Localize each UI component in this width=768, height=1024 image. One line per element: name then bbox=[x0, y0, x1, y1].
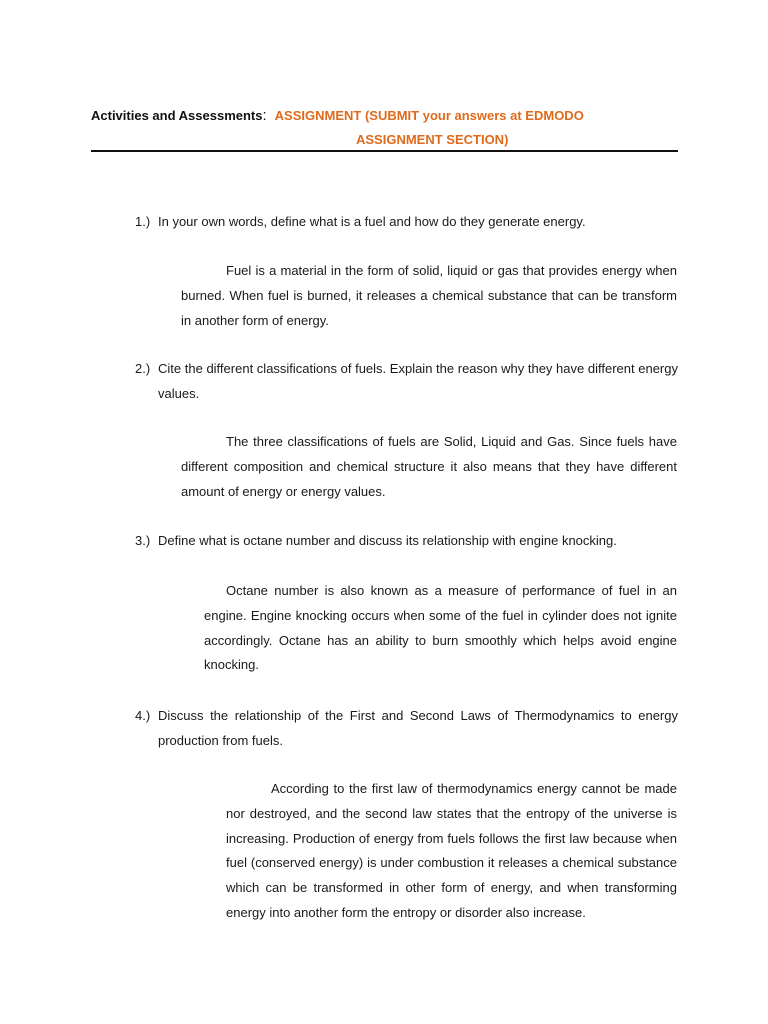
question-text: Define what is octane number and discuss its relationship with engine knocking. bbox=[158, 533, 617, 548]
assignment-header bbox=[91, 104, 678, 152]
assignment-title-line-2: ASSIGNMENT SECTION) bbox=[356, 132, 509, 147]
question-text: Cite the different classifications of fuels. Explain the reason why they have different energy values. bbox=[158, 361, 678, 401]
question-number: 2.) bbox=[135, 361, 151, 376]
section-label: Activities and Assessments bbox=[91, 108, 263, 123]
question-1 bbox=[135, 210, 678, 235]
question-3 bbox=[135, 529, 678, 554]
assignment-title-line-1: ASSIGNMENT (SUBMIT your answers at EDMODO bbox=[274, 108, 584, 123]
question-4 bbox=[135, 704, 678, 754]
question-number: 1.) bbox=[135, 214, 151, 229]
answer-2: The three classifications of fuels are Solid, Liquid and Gas. Since fuels have different composition and chemical structure it also means that they have different amount of energy or energy values. bbox=[181, 434, 677, 499]
answer-1: Fuel is a material in the form of solid, liquid or gas that provides energy when burned. When fuel is burned, it releases a chemical substance that can be transform in another form of energy. bbox=[181, 263, 677, 328]
answer-3: Octane number is also known as a measure of performance of fuel in an engine. Engine knocking occurs when some of the fuel in cylinder does not ignite accordingly. Octane has an ability to burn smoothly which helps avoid engine knocking. bbox=[204, 583, 677, 673]
answer-4: According to the first law of thermodynamics energy cannot be made nor destroyed, and the second law states that the entropy of the universe is increasing. Production of energy from fuels follows the first law because when fuel (conserved energy) is under combustion it releases a chemical substance which can be transformed in other form of energy, and when transforming energy into another form the entropy or disorder also increase. bbox=[226, 781, 677, 920]
header-line-1 bbox=[91, 104, 678, 128]
question-number: 4.) bbox=[135, 708, 151, 723]
question-number: 3.) bbox=[135, 533, 151, 548]
question-text: Discuss the relationship of the First and Second Laws of Thermodynamics to energy production from fuels. bbox=[158, 708, 678, 748]
header-divider bbox=[91, 150, 678, 152]
question-2 bbox=[135, 357, 678, 407]
section-label-colon: : bbox=[262, 107, 267, 124]
question-text: In your own words, define what is a fuel and how do they generate energy. bbox=[158, 214, 586, 229]
